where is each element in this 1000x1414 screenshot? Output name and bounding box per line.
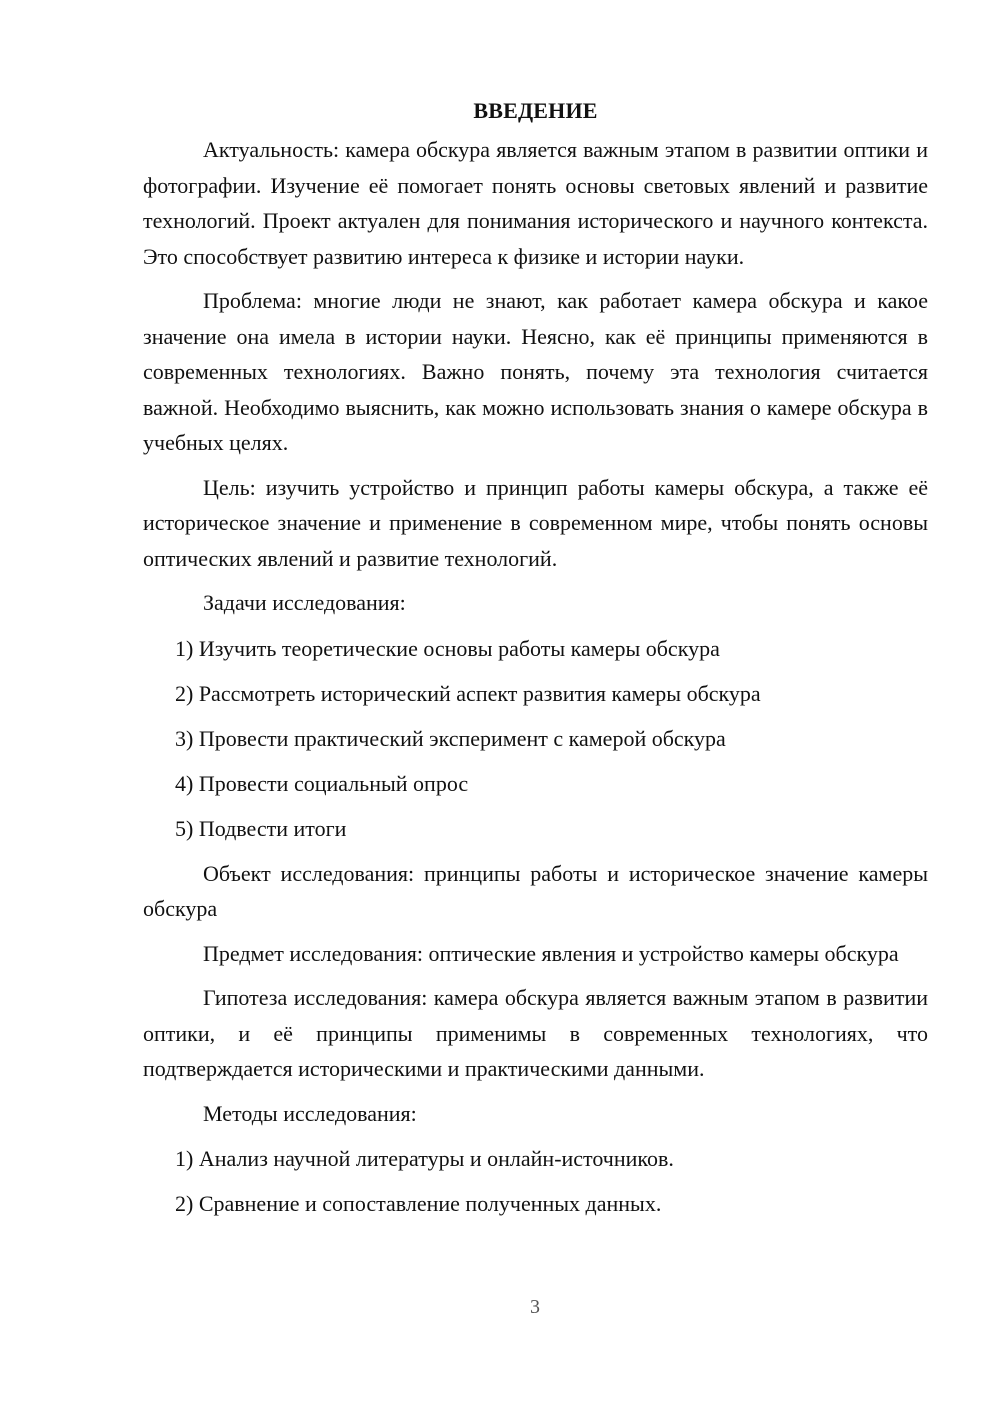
section-title: ВВЕДЕНИЕ	[473, 98, 598, 123]
task-item: 4) Провести социальный опрос	[175, 770, 469, 796]
task-item: 3) Провести практический эксперимент с камерой обскура	[175, 725, 726, 751]
tasks-heading: Задачи исследования:	[203, 590, 406, 615]
object-paragraph: Объект исследования: принципы работы и историческое значение камеры обскура	[143, 860, 928, 921]
subject-paragraph: Предмет исследования: оптические явления и устройство камеры обскура	[203, 940, 899, 966]
goal-paragraph: Цель: изучить устройство и принцип работы камеры обскура, а также её историческое значение и применение в современном мире, чтобы понять основы оптических явлений и развитие технологий.	[143, 474, 928, 571]
tasks-list	[143, 631, 928, 846]
page-number: 3	[530, 1296, 540, 1318]
method-item: 2) Сравнение и сопоставление полученных данных.	[175, 1191, 662, 1216]
task-item: 2) Рассмотреть исторический аспект развития камеры обскура	[175, 680, 761, 706]
methods-list	[143, 1141, 928, 1221]
task-item: 5) Подвести итоги	[175, 815, 347, 841]
relevance-paragraph: Актуальность: камера обскура является важным этапом в развитии оптики и фотографии. Изучение её помогает понять основы световых явлений и развитие технологий. Проект актуален для понимания исторического и научного контекста. Это способствует развитию интереса к физике и истории науки.	[143, 137, 928, 269]
hypothesis-paragraph: Гипотеза исследования: камера обскура является важным этапом в развитии оптики, и её принципы применимы в современных технологиях, что подтверждается историческими и практическими данными.	[143, 985, 928, 1081]
method-item: 1) Анализ научной литературы и онлайн-источников.	[175, 1146, 674, 1171]
page-content	[143, 96, 928, 1231]
task-item: 1) Изучить теоретические основы работы камеры обскура	[175, 635, 720, 661]
problem-paragraph: Проблема: многие люди не знают, как работает камера обскура и какое значение она имела в истории науки. Неясно, как её принципы применяются в современных технологиях. Важно понять, почему эта технология считается важной. Необходимо выяснить, как можно использовать знания о камере обскура в учебных целях.	[143, 288, 928, 455]
methods-heading: Методы исследования:	[203, 1100, 417, 1126]
